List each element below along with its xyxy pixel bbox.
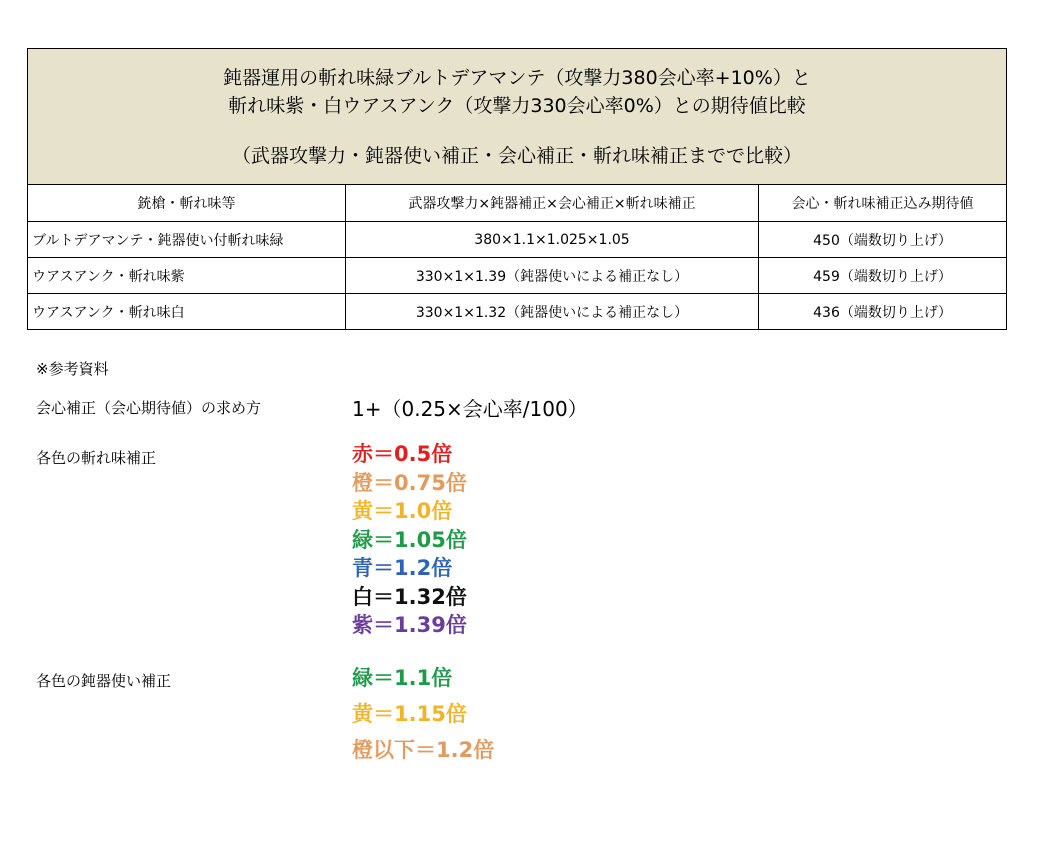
sharpness-white: 白＝1.32倍 — [352, 584, 467, 609]
comparison-table — [27, 48, 1007, 330]
table-row — [28, 258, 1007, 294]
title-line-1: 鈍器運用の斬れ味緑ブルトデアマンテ（攻撃力380会心率+10%）と — [223, 66, 811, 89]
sharpness-blue: 青＝1.2倍 — [352, 556, 453, 580]
title-line-3: （武器攻撃力・鈍器使い補正・会心補正・斬れ味補正までで比較） — [232, 144, 803, 167]
sharpness-orange: 橙＝0.75倍 — [352, 470, 467, 495]
crit-label: 会心補正（会心期待値）の求め方 — [36, 399, 262, 417]
formula-cell: 330×1×1.39（鈍器使いによる補正なし） — [346, 258, 759, 294]
sharpness-list — [352, 440, 467, 640]
crit-formula: 1+（0.25×会心率/100） — [352, 397, 588, 421]
dull-list — [352, 660, 494, 768]
expected-value-cell: 450（端数切り上げ） — [759, 222, 1007, 258]
column-header: 武器攻撃力×鈍器補正×会心補正×斬れ味補正 — [346, 185, 759, 222]
sharpness-yellow: 黄＝1.0倍 — [352, 499, 453, 523]
reference-heading: ※参考資料 — [36, 360, 109, 378]
weapon-name-cell: ウアスアンク・斬れ味白 — [28, 294, 346, 330]
sharpness-label: 各色の斬れ味補正 — [36, 449, 157, 467]
weapon-name-cell: ウアスアンク・斬れ味紫 — [28, 258, 346, 294]
sharpness-green: 緑＝1.05倍 — [352, 527, 467, 552]
formula-cell: 330×1×1.32（鈍器使いによる補正なし） — [346, 294, 759, 330]
dull-yellow: 黄＝1.15倍 — [352, 702, 467, 726]
formula-cell: 380×1.1×1.025×1.05 — [346, 222, 759, 258]
dull-green: 緑＝1.1倍 — [352, 666, 453, 690]
table-row — [28, 294, 1007, 330]
column-header: 銃槍・斬れ味等 — [28, 185, 346, 222]
table-row — [28, 222, 1007, 258]
column-header: 会心・斬れ味補正込み期待値 — [759, 185, 1007, 222]
sharpness-purple: 紫＝1.39倍 — [352, 613, 467, 637]
table-title — [28, 49, 1007, 185]
dull-label: 各色の鈍器使い補正 — [36, 672, 172, 690]
weapon-name-cell: ブルトデアマンテ・鈍器使い付斬れ味緑 — [28, 222, 346, 258]
header-row — [28, 185, 1007, 222]
title-line-2: 斬れ味紫・白ウアスアンク（攻撃力330会心率0%）との期待値比較 — [228, 94, 806, 117]
expected-value-cell: 459（端数切り上げ） — [759, 258, 1007, 294]
sharpness-red: 赤＝0.5倍 — [352, 442, 453, 466]
dull-orange: 橙以下＝1.2倍 — [352, 738, 495, 762]
expected-value-cell: 436（端数切り上げ） — [759, 294, 1007, 330]
